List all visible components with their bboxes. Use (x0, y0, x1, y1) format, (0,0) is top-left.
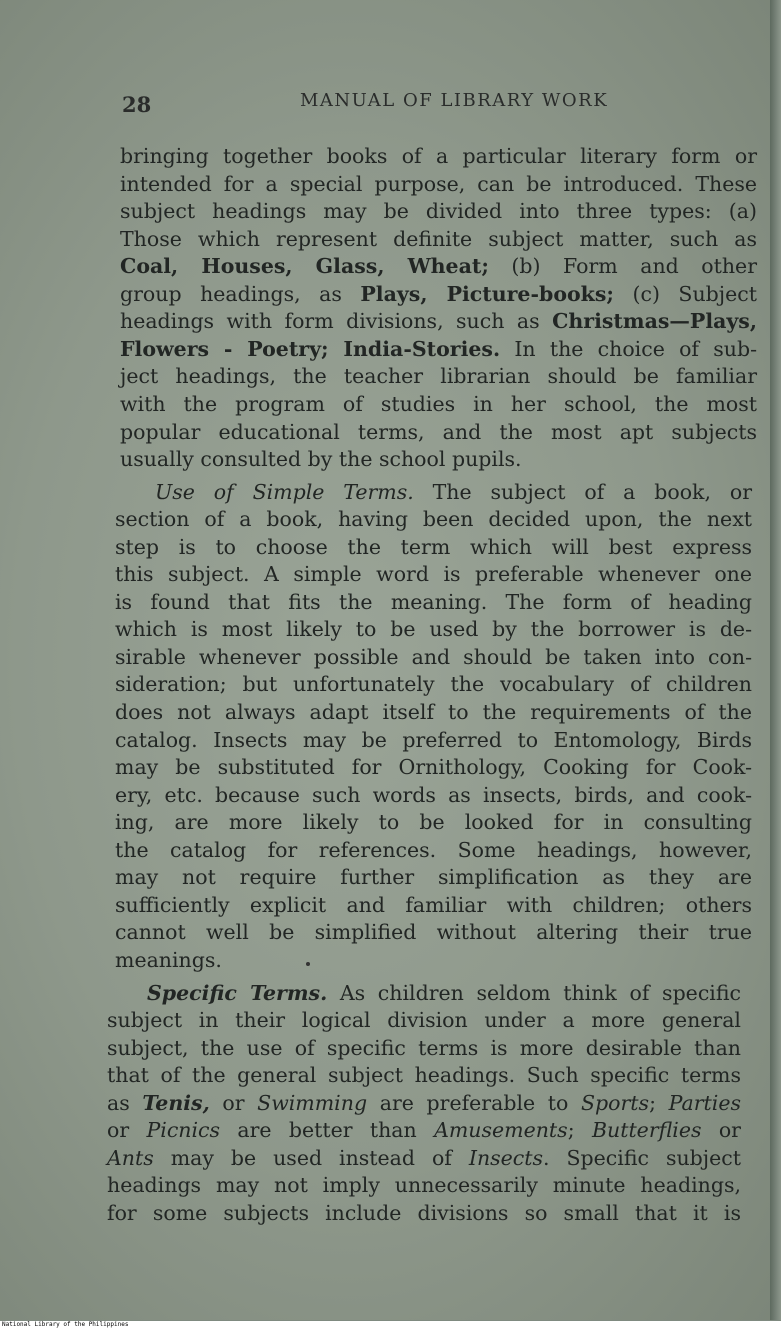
footer-credit: National Library of the Philippines (0, 1321, 781, 1328)
text-line: Those which represent definite subject matter, such as (120, 227, 757, 251)
text-line: that of the general subject headings. Such specific terms (107, 1063, 741, 1087)
text-line: Coal, Houses, Glass, Wheat; (b) Form and other (120, 254, 757, 278)
text-line: subject, the use of specific terms is more desirable than (107, 1036, 741, 1060)
text-line: ing, are more likely to be looked for in consulting (115, 810, 752, 834)
text-line: which is most likely to be used by the borrower is de- (115, 617, 752, 641)
text-line: this subject. A simple word is preferable whenever one (115, 562, 752, 586)
running-title: MANUAL OF LIBRARY WORK (300, 90, 609, 111)
text-line: headings with form divisions, such as Christmas—Plays, (120, 309, 757, 333)
page-edge-shadow (770, 0, 781, 1320)
text-line: catalog. Insects may be preferred to Entomology, Birds (115, 728, 752, 752)
text-line: cannot well be simplified without altering their true (115, 920, 752, 944)
text-line: ery, etc. because such words as insects, birds, and cook- (115, 783, 752, 807)
text-line: Flowers - Poetry; India-Stories. In the choice of sub- (120, 337, 757, 361)
text-line: bringing together books of a particular literary form or (120, 144, 757, 168)
text-line: for some subjects include divisions so small that it is (107, 1201, 741, 1225)
text-line: Use of Simple Terms. The subject of a book, or (155, 480, 752, 504)
text-line: usually consulted by the school pupils. (120, 447, 522, 471)
page-number: 28 (122, 92, 152, 117)
text-line: as Tenis, or Swimming are preferable to Sports; Parties (107, 1091, 741, 1115)
ink-speck (306, 962, 310, 966)
text-line: Specific Terms. As children seldom think of specific (147, 981, 742, 1005)
text-line: does not always adapt itself to the requirements of the (115, 700, 752, 724)
text-line: meanings. (115, 948, 222, 972)
text-line: ject headings, the teacher librarian should be familiar (120, 364, 757, 388)
text-line: may be substituted for Ornithology, Cooking for Cook- (115, 755, 752, 779)
text-line: the catalog for references. Some headings, however, (115, 838, 752, 862)
text-line: section of a book, having been decided upon, the next (115, 507, 752, 531)
text-line: with the program of studies in her school, the most (120, 392, 757, 416)
text-line: step is to choose the term which will best express (115, 535, 752, 559)
text-line: popular educational terms, and the most apt subjects (120, 420, 757, 444)
text-line: subject in their logical division under a more general (107, 1008, 741, 1032)
text-line: sirable whenever possible and should be taken into con- (115, 645, 752, 669)
text-line: headings may not imply unnecessarily minute headings, (107, 1173, 741, 1197)
text-line: or Picnics are better than Amusements; Butterflies or (107, 1118, 741, 1142)
running-header (0, 88, 770, 118)
text-line: subject headings may be divided into three types: (a) (120, 199, 757, 223)
text-line: may not require further simplification as they are (115, 865, 752, 889)
text-line: is found that fits the meaning. The form of heading (115, 590, 752, 614)
text-line: Ants may be used instead of Insects. Specific subject (107, 1146, 741, 1170)
text-line: sufficiently explicit and familiar with children; others (115, 893, 752, 917)
text-line: sideration; but unfortunately the vocabulary of children (115, 672, 752, 696)
text-line: intended for a special purpose, can be introduced. These (120, 172, 757, 196)
text-line: group headings, as Plays, Picture-books; (c) Subject (120, 282, 758, 306)
